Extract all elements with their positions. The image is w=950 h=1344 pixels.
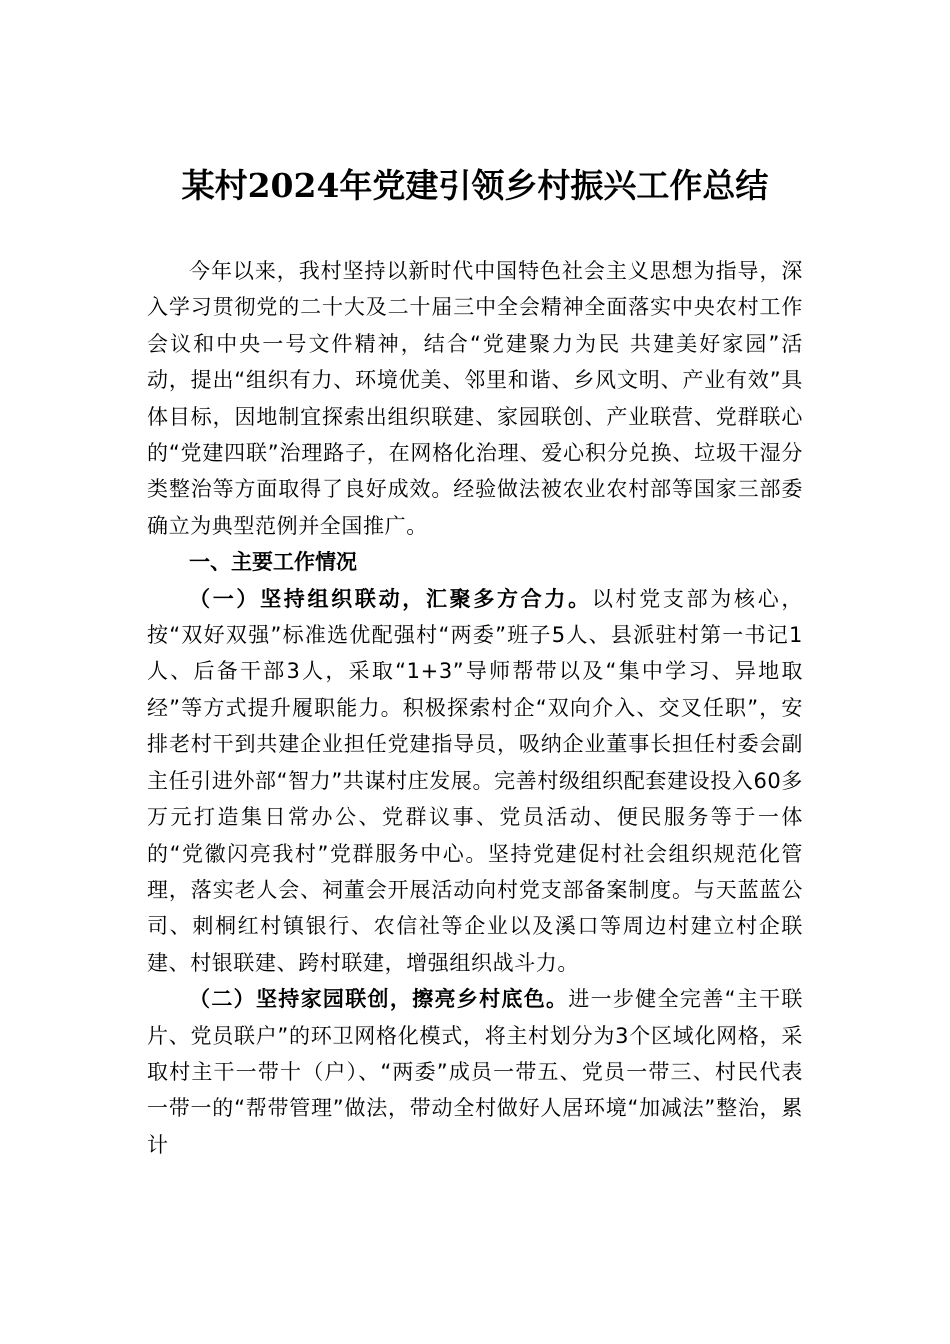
item-homeland-paragraph	[147, 981, 803, 1163]
item-homeland-text: 进一步健全完善“主干联片、党员联户”的环卫网格化模式，将主村划分为3个区域化网格，采取村主干一带十（户）、“两委”成员一带五、党员一带三、村民代表一带一的“帮带管理”做法，带动全村做好人居环境“加减法”整治，累计	[147, 987, 803, 1157]
document-title: 某村2024年党建引领乡村振兴工作总结	[181, 166, 769, 205]
item-homeland-lead: （二）坚持家园联创，擦亮乡村底色。	[189, 987, 569, 1012]
section-heading-main-work: 一、主要工作情况	[189, 550, 357, 575]
intro-paragraph: 今年以来，我村坚持以新时代中国特色社会主义思想为指导，深入学习贯彻党的二十大及二十届三中全会精神全面落实中央农村工作会议和中央一号文件精神，结合“党建聚力为民 共建美好家园”活动，提出“组织有力、环境优美、邻里和谐、乡风文明、产业有效”具体目标，因地制宜探索出组织联建、家园联创、产业联营、党群联心的“党建四联”治理路子，在网格化治理、爱心积分兑换、垃圾干湿分类整治等方面取得了良好成效。经验做法被农业农村部等国家三部委确立为典型范例并全国推广。	[147, 259, 803, 538]
item-organization-text: 以村党支部为核心，按“双好双强”标准选优配强村“两委”班子5人、县派驻村第一书记1人、后备干部3人，采取“1+3”导师帮带以及“集中学习、异地取经”等方式提升履职能力。积极探索村企“双向介入、交叉任职”，安排老村干到共建企业担任党建指导员，吸纳企业董事长担任村委会副主任引进外部“智力”共谋村庄发展。完善村级组织配套建设投入60多万元打造集日常办公、党群议事、党员活动、便民服务等于一体的“党徽闪亮我村”党群服务中心。坚持党建促村社会组织规范化管理，落实老人会、祠董会开展活动向村党支部备案制度。与天蓝蓝公司、刺桐红村镇银行、农信社等企业以及溪口等周边村建立村企联建、村银联建、跨村联建，增强组织战斗力。	[147, 586, 803, 975]
item-organization-lead: （一）坚持组织联动，汇聚多方合力。	[189, 586, 592, 611]
document-body	[147, 253, 803, 1163]
item-organization-paragraph	[147, 581, 803, 981]
